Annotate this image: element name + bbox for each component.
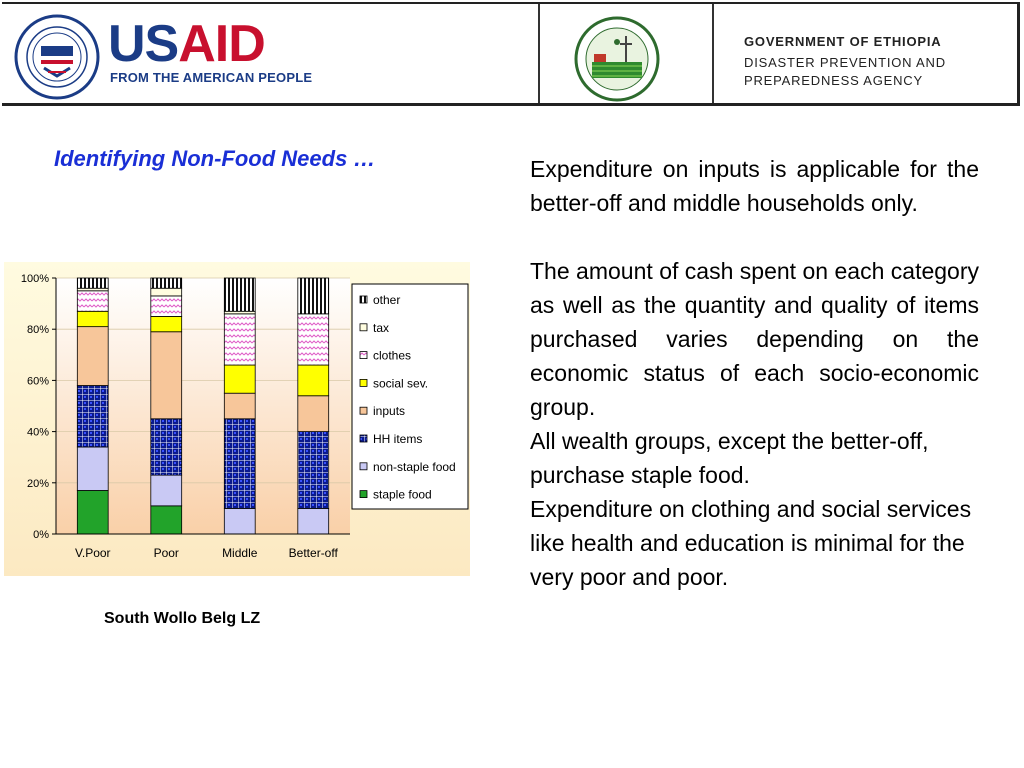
legend-swatch bbox=[360, 491, 367, 498]
paragraph-staple-food: All wealth groups, except the better-off, purchase staple food. bbox=[530, 428, 929, 488]
paragraph-inputs: Expenditure on inputs is applicable for the better-off and middle households only. bbox=[530, 156, 979, 216]
bar-V.Poor bbox=[77, 278, 108, 534]
bar-segment bbox=[224, 278, 255, 311]
legend-swatch bbox=[360, 296, 367, 303]
x-tick-label: V.Poor bbox=[74, 546, 111, 560]
legend-label: other bbox=[373, 293, 401, 307]
bar-segment bbox=[77, 447, 108, 491]
government-title: GOVERNMENT OF ETHIOPIA bbox=[744, 34, 942, 49]
legend-label: social sev. bbox=[373, 376, 429, 391]
y-tick-label: 80% bbox=[26, 324, 49, 337]
bar-segment bbox=[77, 327, 108, 386]
bar-Better-off bbox=[298, 278, 329, 534]
x-tick-label: Better-off bbox=[288, 546, 338, 560]
legend-swatch bbox=[360, 379, 367, 386]
bar-segment bbox=[77, 311, 108, 326]
paragraph-clothing: Expenditure on clothing and social services like health and education is minimal for the very poor and poor. bbox=[530, 496, 972, 590]
bar-segment bbox=[224, 365, 255, 393]
agency-name: DISASTER PREVENTION AND PREPAREDNESS AGENCY bbox=[744, 55, 946, 88]
usaid-tagline: FROM THE AMERICAN PEOPLE bbox=[110, 70, 313, 85]
legend-box bbox=[352, 284, 468, 509]
expenditure-chart bbox=[4, 262, 470, 576]
chart-caption: South Wollo Belg LZ bbox=[104, 610, 261, 627]
bar-segment bbox=[224, 314, 255, 365]
bar-segment bbox=[224, 508, 255, 534]
y-tick-label: 40% bbox=[26, 426, 49, 439]
bar-segment bbox=[151, 316, 182, 331]
bar-segment bbox=[77, 278, 108, 288]
usaid-logo-text: USAID bbox=[108, 15, 265, 73]
bar-Middle bbox=[224, 278, 255, 534]
bar-segment bbox=[298, 314, 329, 365]
bar-segment bbox=[298, 365, 329, 396]
legend-swatch bbox=[360, 407, 367, 414]
legend-label: HH items bbox=[373, 432, 423, 446]
body-text bbox=[530, 152, 979, 594]
legend-swatch bbox=[360, 324, 367, 331]
bar-segment bbox=[151, 475, 182, 506]
legend-label: staple food bbox=[373, 487, 432, 502]
legend-swatch bbox=[360, 463, 367, 470]
paragraph-cash-spent: The amount of cash spent on each category as well as the quantity and quality of items purchased varies depending on the economic status of each socio-economic group. bbox=[530, 258, 979, 420]
bar-segment bbox=[298, 508, 329, 534]
bar-segment bbox=[77, 291, 108, 311]
bar-segment bbox=[151, 278, 182, 288]
bar-segment bbox=[298, 396, 329, 432]
bar-segment bbox=[151, 419, 182, 475]
ethiopia-dppa-seal-icon bbox=[574, 16, 660, 102]
bar-segment bbox=[298, 278, 329, 314]
x-tick-label: Middle bbox=[222, 546, 258, 560]
legend-label: non-staple food bbox=[373, 459, 456, 474]
legend-label: tax bbox=[373, 320, 390, 335]
bar-segment bbox=[151, 288, 182, 296]
bar-segment bbox=[224, 393, 255, 419]
y-tick-label: 60% bbox=[26, 375, 49, 388]
header-divider bbox=[538, 4, 540, 103]
bar-segment bbox=[151, 506, 182, 534]
bar-segment bbox=[224, 419, 255, 509]
legend-label: inputs bbox=[373, 404, 406, 419]
legend-swatch bbox=[360, 435, 367, 442]
legend-swatch bbox=[360, 352, 367, 359]
legend-label: clothes bbox=[373, 348, 412, 363]
bar-segment bbox=[77, 490, 108, 534]
bar-segment bbox=[151, 332, 182, 419]
y-tick-label: 20% bbox=[26, 477, 49, 490]
y-tick-label: 0% bbox=[33, 529, 49, 541]
bar-Poor bbox=[151, 278, 182, 534]
header-banner bbox=[2, 2, 1020, 106]
usaid-seal-icon bbox=[14, 14, 100, 100]
slide-title: Identifying Non-Food Needs … bbox=[54, 146, 376, 171]
bar-segment bbox=[298, 432, 329, 509]
stacked-bar-chart bbox=[4, 262, 470, 576]
bar-segment bbox=[151, 296, 182, 316]
bar-segment bbox=[77, 386, 108, 447]
header-divider bbox=[712, 4, 714, 103]
y-tick-label: 100% bbox=[20, 273, 49, 285]
x-tick-label: Poor bbox=[153, 546, 179, 560]
